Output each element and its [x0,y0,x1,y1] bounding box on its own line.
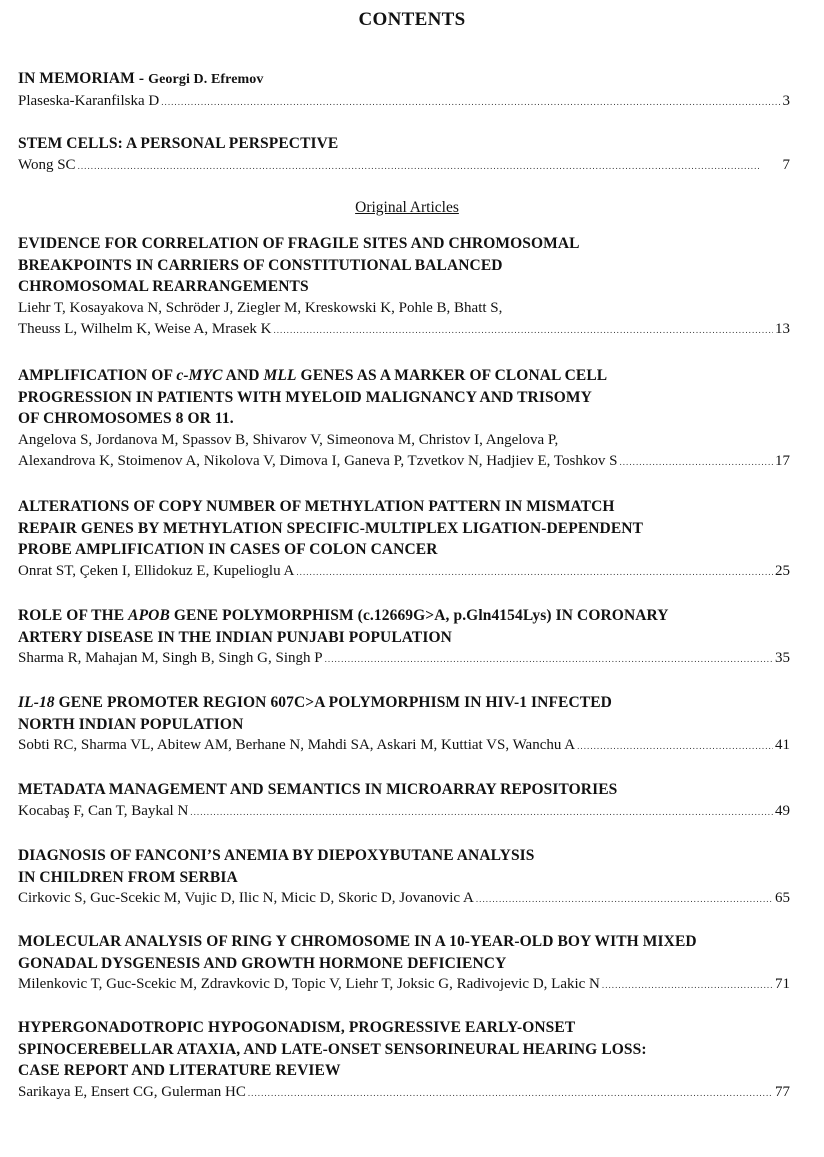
dot-leader [296,561,773,584]
entry-authors: Plaseska-Karanfilska D [18,92,160,109]
dot-leader [619,451,773,474]
gene-name: APOB [128,607,170,624]
title-text: GENE PROMOTER REGION 607C>A POLYMORPHISM IN HIV-1 INFECTED [54,694,612,711]
entry-title-line: NORTH INDIAN POPULATION [18,715,244,733]
entry-title-line: SPINOCEREBELLAR ATAXIA, AND LATE-ONSET SENSORINEURAL HEARING LOSS: [18,1040,647,1058]
toc-entry-il18 [18,692,790,758]
entry-title-line: MOLECULAR ANALYSIS OF RING Y CHROMOSOME IN A 10-YEAR-OLD BOY WITH MIXED [18,933,697,950]
entry-authors: Milenkovic T, Guc-Scekic M, Zdravkovic D, Topic V, Liehr T, Joksic G, Radivojevic D, Lakic N [18,976,600,992]
entry-page-number: 77 [775,1083,790,1100]
entry-title-main: IN MEMORIAM - [18,70,149,87]
entry-author-line [18,974,790,997]
entry-title-line: DIAGNOSIS OF FANCONI’S ANEMIA BY DIEPOXYBUTANE ANALYSIS [18,847,535,864]
entry-author-line [18,1082,790,1105]
entry-authors: Sharma R, Mahajan M, Singh B, Singh G, Singh P [18,650,323,666]
entry-title [18,68,790,91]
entry-page-number: 41 [775,737,790,753]
entry-author-line [18,561,790,584]
toc-entry-hypogonadism [18,1017,790,1104]
entry-title-line: HYPERGONADOTROPIC HYPOGONADISM, PROGRESSIVE EARLY-ONSET [18,1019,576,1036]
toc-entry-fragile-sites [18,233,790,342]
entry-author-line [18,451,790,474]
entry-authors: Sarikaya E, Ensert CG, Gulerman HC [18,1083,246,1100]
toc-entry-apob [18,605,790,671]
entry-title-subject: Georgi D. Efremov [148,72,264,87]
entry-title-line: PROGRESSION IN PATIENTS WITH MYELOID MALIGNANCY AND TRISOMY [18,388,592,406]
entry-title-line [18,365,790,387]
entry-title-line: GONADAL DYSGENESIS AND GROWTH HORMONE DEFICIENCY [18,954,507,972]
section-heading-original-articles: Original Articles [355,199,459,216]
entry-title-line: CHROMOSOMAL REARRANGEMENTS [18,278,309,295]
entry-title-line: ALTERATIONS OF COPY NUMBER OF METHYLATION PATTERN IN MISMATCH [18,498,615,515]
entry-title-line [18,605,790,627]
title-text: ROLE OF THE [18,607,129,624]
title-text: GENES AS A MARKER OF CLONAL CELL [296,367,608,384]
dot-leader [577,735,773,758]
entry-title-line: BREAKPOINTS IN CARRIERS OF CONSTITUTIONAL BALANCED [18,256,503,274]
entry-title-line: PROBE AMPLIFICATION IN CASES OF COLON CANCER [18,541,438,558]
entry-title: STEM CELLS: A PERSONAL PERSPECTIVE [18,135,339,152]
dot-leader [78,155,781,178]
entry-title-line: EVIDENCE FOR CORRELATION OF FRAGILE SITES AND CHROMOSOMAL [18,235,580,252]
entry-authors: Theuss L, Wilhelm K, Weise A, Mrasek K [18,321,272,337]
dot-leader [161,91,780,114]
entry-authors: Sobti RC, Sharma VL, Abitew AM, Berhane N, Mahdi SA, Askari M, Kuttiat VS, Wanchu A [18,737,576,753]
entry-authors: Onrat ST, Çeken I, Ellidokuz E, Kupelioglu A [18,562,295,579]
toc-entry-amplification-cmyc [18,365,790,474]
dot-leader [248,1082,773,1105]
entry-author-line [18,91,790,114]
entry-title-line: REPAIR GENES BY METHYLATION SPECIFIC-MULTIPLEX LIGATION-DEPENDENT [18,519,644,537]
entry-author-line [18,735,790,758]
entry-page-number: 17 [775,453,790,469]
dot-leader [273,319,773,342]
toc-entry-in-memoriam [18,68,790,113]
entry-page-number: 7 [782,156,790,173]
entry-author-line [18,319,790,342]
entry-page-number: 49 [775,802,790,819]
entry-page-number: 71 [775,976,790,992]
entry-title-line: ARTERY DISEASE IN THE INDIAN PUNJABI POPULATION [18,628,452,646]
dot-leader [190,801,773,824]
entry-title-line [18,692,790,714]
entry-author-line [18,155,790,178]
title-text: AND [222,367,264,384]
entry-author-line [18,888,790,911]
entry-page-number: 35 [775,650,790,666]
entry-authors: Kocabaş F, Can T, Baykal N [18,802,189,819]
dot-leader [476,888,773,911]
toc-entry-ring-y [18,931,790,997]
dot-leader [602,974,773,997]
entry-page-number: 25 [775,562,790,579]
entry-title-line: OF CHROMOSOMES 8 OR 11. [18,410,234,427]
entry-page-number: 13 [775,321,790,337]
toc-entry-fanconi [18,845,790,911]
toc-entry-methylation [18,496,790,583]
page-title: CONTENTS [358,9,466,30]
toc-entry-metadata [18,779,790,823]
gene-name: MLL [263,367,297,384]
entry-page-number: 3 [782,92,790,109]
title-text: AMPLIFICATION OF [18,367,177,384]
dot-leader [325,648,773,671]
entry-title-line: CASE REPORT AND LITERATURE REVIEW [18,1062,341,1079]
entry-authors-line: Angelova S, Jordanova M, Spassov B, Shivarov V, Simeonova M, Christov I, Angelova P, [18,431,559,448]
gene-name: IL-18 [18,694,55,711]
entry-title: METADATA MANAGEMENT AND SEMANTICS IN MICROARRAY REPOSITORIES [18,781,618,798]
entry-author-line [18,801,790,824]
entry-author-line [18,648,790,671]
entry-authors: Cirkovic S, Guc-Scekic M, Vujic D, Ilic N, Micic D, Skoric D, Jovanovic A [18,890,474,906]
title-text: GENE POLYMORPHISM (c.12669G>A, p.Gln4154Lys) IN CORONARY [169,607,669,624]
entry-title-line: IN CHILDREN FROM SERBIA [18,868,238,886]
entry-authors-line: Liehr T, Kosayakova N, Schröder J, Ziegler M, Kreskowski K, Pohle B, Bhatt S, [18,299,503,316]
entry-authors: Alexandrova K, Stoimenov A, Nikolova V, Dimova I, Ganeva P, Tzvetkov N, Hadjiev E, Toshkov S [18,453,618,469]
gene-name: c-MYC [176,367,223,384]
toc-entry-stem-cells [18,133,790,177]
entry-page-number: 65 [775,890,790,906]
entry-authors: Wong SC [18,156,76,173]
